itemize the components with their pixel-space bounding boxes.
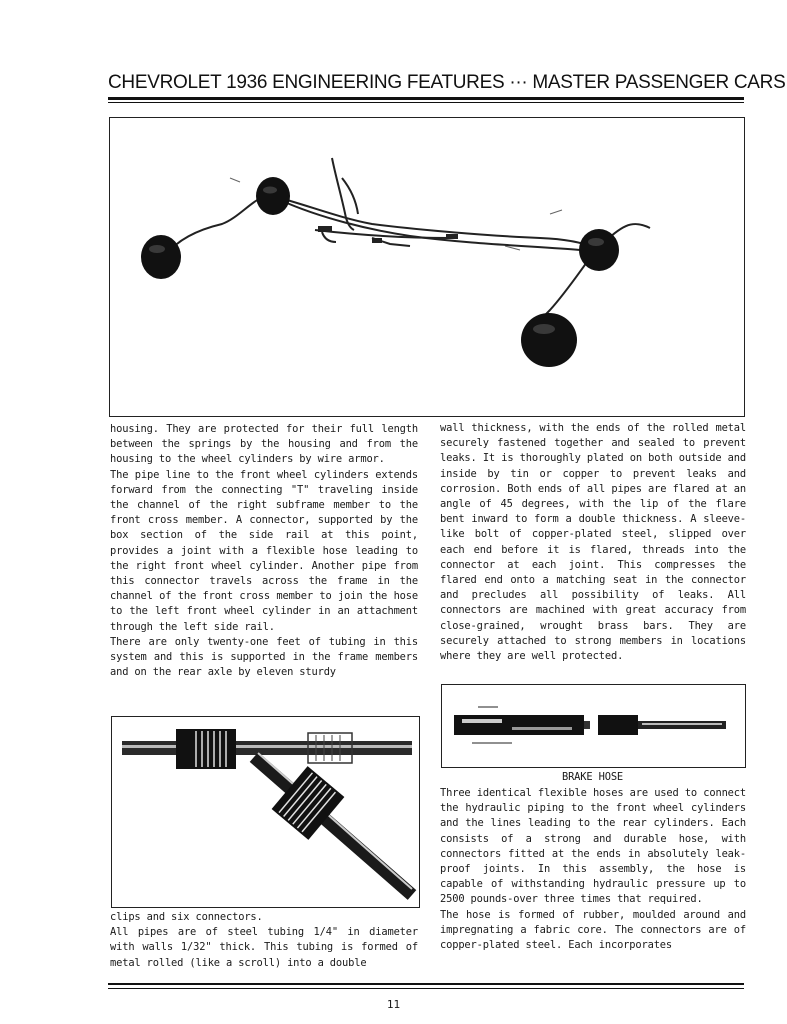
brake-hose-caption: BRAKE HOSE: [561, 771, 624, 783]
paragraph: wall thickness, with the ends of the rolled metal securely fastened together and sealed to prevent leaks. It is thoroughly plated on both outside and inside by tin or copper to prevent leaks and corrosion. Both ends of all pipes are flared at an angle of 45 degrees, with the lip of the flare bent inward to form a double thickness. A sleeve-like bolt of copper-plated steel, slipped over each end before it is flared, threads into the connector at each joint. This compresses the flared end onto a matching seat in the connector and precludes all possibility of leaks. All connectors are machined with great accuracy from close-grained, wrought brass bars. They are securely attached to strong members in locations where they are well protected.: [440, 422, 746, 663]
paragraph: There are only twenty-one feet of tubing in this system and this is supported in the frame members and on the rear axle by eleven sturdy: [110, 635, 418, 679]
paragraph: The hose is formed of rubber, moulded around and impregnating a fabric core. The connectors are of copper-plated steel. Each incorporates: [440, 908, 746, 952]
left-column-continued: [110, 910, 418, 971]
paragraph: Three identical flexible hoses are used to connect the hydraulic piping to the front wheel cylinders and the lines leading to the rear cylinders. Each consists of a strong and durable hose, with connectors fitted at the ends in absolutely leak-proof joints. In this assembly, the hose is capable of withstanding hydraulic pressure up to 2500 pounds-over three times that required.: [440, 787, 746, 906]
header-rule: [108, 97, 744, 100]
header-rule-thin: [108, 102, 744, 103]
footer-rule: [108, 983, 744, 985]
paragraph: housing. They are protected for their full length between the springs by the housing and from the housing to the wheel cylinders by wire armor.: [110, 423, 418, 466]
pipe-connector-photo: [111, 716, 420, 908]
left-column-text: [110, 422, 418, 680]
paragraph: All pipes are of steel tubing 1/4" in diameter with walls 1/32" thick. This tubing is formed of metal rolled (like a scroll) into a double: [110, 926, 418, 969]
page-number: 11: [386, 998, 401, 1011]
brake-system-photo: [109, 117, 745, 417]
right-column-text: [440, 421, 746, 664]
paragraph: The pipe line to the front wheel cylinders extends forward from the connecting "T" traveling inside the channel of the right subframe member to the front cross member. A connector, supported by the box section of the side rail at this point, provides a joint with a flexible hose leading to the right front wheel cylinder. Another pipe from this connector travels across the frame in the channel of the front cross member to join the hose to the left front wheel cylinder in an attachment through the left side rail.: [110, 468, 418, 633]
right-column-continued: [440, 786, 746, 953]
paragraph: clips and six connectors.: [110, 911, 263, 923]
footer-rule-thin: [108, 988, 744, 989]
brake-hose-photo: [441, 684, 746, 768]
page-header-title: CHEVROLET 1936 ENGINEERING FEATURES ··· MASTER PASSENGER CARS: [108, 72, 786, 93]
